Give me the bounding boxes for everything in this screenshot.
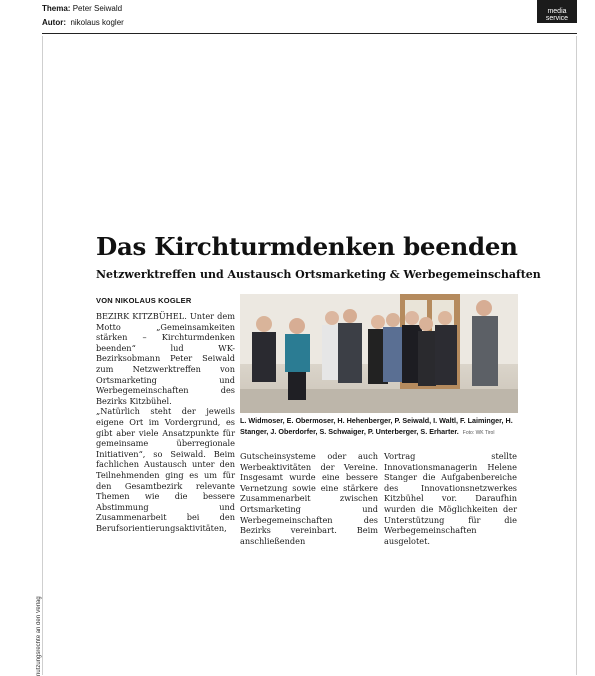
article-column-2 — [240, 451, 378, 546]
header-divider — [42, 33, 577, 34]
article-subheadline: Netzwerktreffen und Austausch Ortsmarketing & Werbegemeinschaften — [96, 268, 541, 281]
photo-caption — [240, 415, 518, 439]
article-headline: Das Kirchturmdenken beenden — [96, 232, 518, 261]
group-photo — [240, 294, 518, 413]
rights-note: nutzungsrechte an den Verlag — [36, 596, 42, 676]
article-dateline: BEZIRK KITZBÜHEL. — [96, 311, 187, 321]
author-value: nikolaus kogler — [70, 18, 124, 27]
article-paragraph-4: Vortrag stellte Innovationsmanagerin Helene Stanger die Aufgabenbereiche des Innovationsnetzwerkes Kitzbühel vor. Daraufhin wurden die Möglichkeiten der Unterstützung für die Werbegemeinschaften ausgelotet. — [384, 451, 517, 546]
article-byline: VON NIKOLAUS KOGLER — [96, 296, 192, 305]
article-paragraph-2: „Natürlich steht der jeweils eigene Ort im Vordergrund, es gibt aber viele Ansatzpunkte für gemeinsame überregionale Initiativen“, so Seiwald. Beim fachlichen Austausch unter den Teilnehmenden ging es um für den Gesamtbezirk relevante Themen wie die bessere Abstimmung und Zusammenarbeit bei den Berufsorientierungsaktivitäten, — [96, 406, 235, 533]
photo-credit: Foto: WK Tirol — [462, 430, 495, 436]
topic-value: Peter Seiwald — [72, 4, 123, 13]
author-label: Autor: — [42, 18, 66, 27]
author-line — [42, 18, 124, 28]
article-paragraph-1: Unter dem Motto „Gemeinsamkeiten stärken – Kirchturmdenken beenden“ lud WK-Bezirksobmann Peter Seiwald zum Netzwerktreffen von Ortsmarketing und Werbegemeinschaften des Bezirks Kitzbühel. — [96, 311, 235, 406]
article-paragraph-3: Gutscheinsysteme oder auch Werbeaktivitäten der Vereine. Insgesamt wurde eine bessere Vernetzung sowie eine stärkere Zusammenarbeit zwischen Ortsmarketing und Werbegemeinschaften des Bezirks vereinbart. Beim anschließenden — [240, 451, 378, 546]
topic-label: Thema: — [42, 4, 71, 13]
topic-line — [42, 4, 122, 14]
article-column-3 — [384, 451, 517, 546]
media-service-logo — [537, 0, 577, 23]
group-photo-image — [240, 294, 518, 413]
article-column-1 — [96, 311, 235, 533]
logo-line-1: media — [547, 8, 567, 15]
photo-caption-text: L. Widmoser, E. Obermoser, H. Hehenberger, P. Seiwald, I. Waltl, F. Laiminger, H. Stanger, J. Oberdorfer, S. Schwaiger, P. Unterberger, S. Erharter. — [240, 416, 513, 436]
logo-line-2: service — [545, 15, 569, 22]
